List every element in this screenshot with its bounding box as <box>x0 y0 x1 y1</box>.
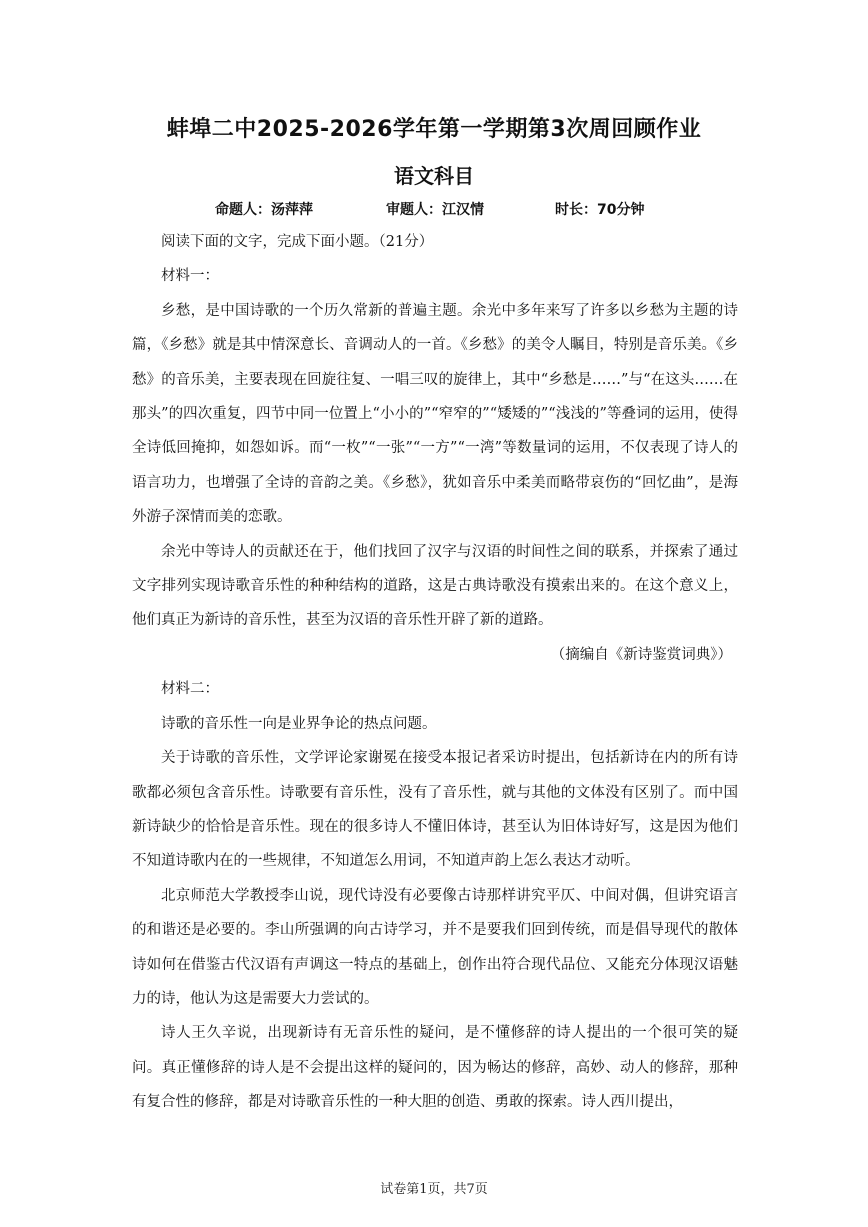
instruction: 阅读下面的文字，完成下面小题。（21分） <box>161 234 434 250</box>
material-1-paragraph-1: 乡愁，是中国诗歌的一个历久常新的普遍主题。余光中多年来写了许多以乡愁为主题的诗篇，《乡愁》就是其中情深意长、音调动人的一首。《乡愁》的美令人瞩目，特别是音乐美。《乡愁》的音乐美，主要表现在回旋往复、一唱三叹的旋律上，其中“乡愁是……”与“在这头……在那头”的四次重复，四节中同一位置上“小小的”“窄窄的”“矮矮的”“浅浅的”等叠词的运用，使得全诗低回掩抑，如怨如诉。而“一枚”“一张”“一方”“一湾”等数量词的运用，不仅表现了诗人的语言功力，也增强了全诗的音韵之美。《乡愁》，犹如音乐中柔美而略带哀伤的“回忆曲”，是海外游子深情而美的恋歌。 <box>132 302 738 526</box>
page-footer: 试卷第1页，共7页 <box>380 1182 488 1197</box>
exam-title: 蚌埠二中2025-2026学年第一学期第3次周回顾作业 <box>166 117 702 142</box>
material-2-paragraph-2: 关于诗歌的音乐性，文学评论家谢冕在接受本报记者采访时提出，包括新诗在内的所有诗歌都必须包含音乐性。诗歌要有音乐性，没有了音乐性，就与其他的文体没有区别了。而中国新诗缺少的恰恰是音乐性。现在的很多诗人不懂旧体诗，甚至认为旧体诗好写，这是因为他们不知道诗歌内在的一些规律，不知道怎么用词，不知道声韵上怎么表达才动听。 <box>132 750 738 870</box>
material-2-label: 材料二： <box>161 681 219 698</box>
material-1-label: 材料一： <box>161 268 219 285</box>
duration-label: 时长：70分钟 <box>555 202 645 218</box>
exam-meta <box>0 199 868 219</box>
reading-passage <box>132 225 738 1120</box>
reviewer-label: 审题人：江汉情 <box>386 202 484 218</box>
material-1-paragraph-2: 余光中等诗人的贡献还在于，他们找回了汉字与汉语的时间性之间的联系，并探索了通过文字排列实现诗歌音乐性的种种结构的道路，这是古典诗歌没有摸索出来的。在这个意义上，他们真正为新诗的音乐性，甚至为汉语的音乐性开辟了新的道路。 <box>132 543 738 629</box>
material-1-source: （摘编自《新诗鉴赏词典》） <box>550 646 732 663</box>
material-2-paragraph-1: 诗歌的音乐性一向是业界争论的热点问题。 <box>161 715 437 732</box>
material-2-paragraph-3: 北京师范大学教授李山说，现代诗没有必要像古诗那样讲究平仄、中间对偶，但讲究语言的和谐还是必要的。李山所强调的向古诗学习，并不是要我们回到传统，而是倡导现代的散体诗如何在借鉴古代汉语有声调这一特点的基础上，创作出符合现代品位、又能充分体现汉语魅力的诗，他认为这是需要大力尝试的。 <box>132 887 738 1007</box>
setter-label: 命题人：汤萍萍 <box>215 202 313 218</box>
material-2-paragraph-4: 诗人王久辛说，出现新诗有无音乐性的疑问，是不懂修辞的诗人提出的一个很可笑的疑问。真正懂修辞的诗人是不会提出这样的疑问的，因为畅达的修辞，高妙、动人的修辞，那种有复合性的修辞，都是对诗歌音乐性的一种大胆的创造、勇敢的探索。诗人西川提出， <box>132 1025 738 1111</box>
subject-title: 语文科目 <box>394 164 474 188</box>
